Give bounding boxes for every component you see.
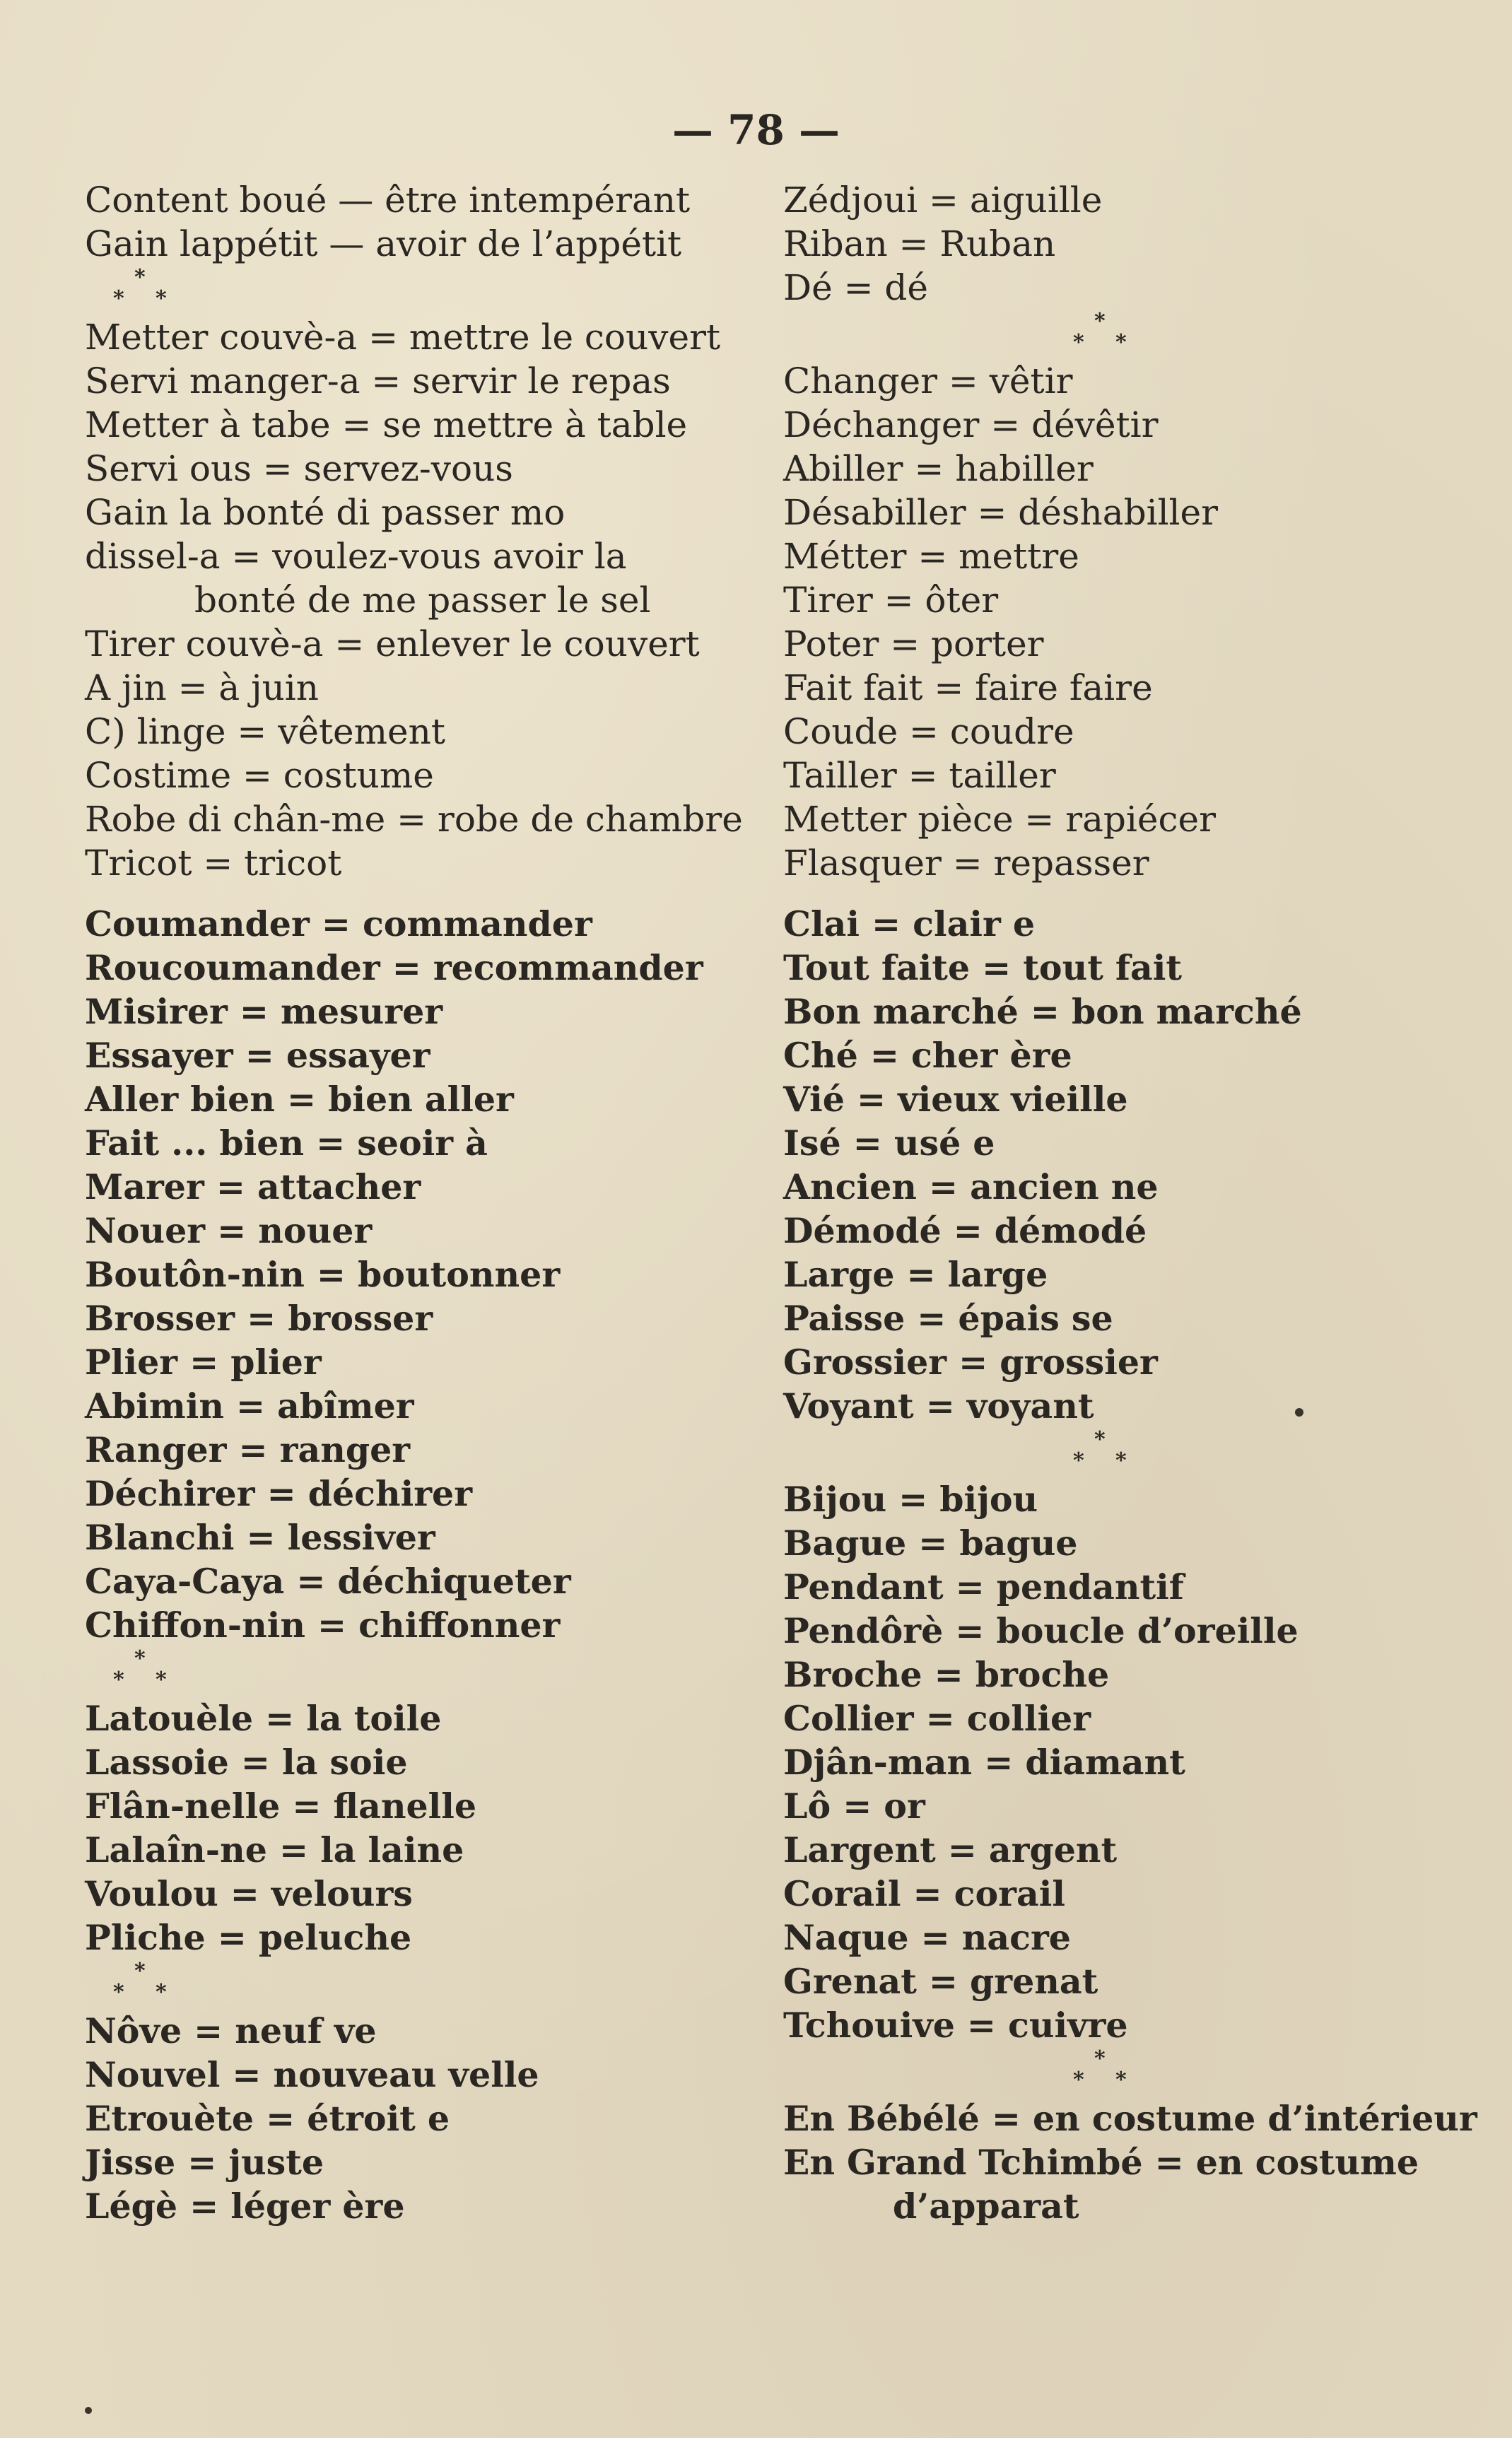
glossary-entry: Metter couvè-a = mettre le couvert [85, 317, 721, 358]
asterisk-icon: * [113, 1668, 124, 1692]
glossary-entry: Fait ... bien = seoir à [85, 1123, 488, 1164]
glossary-entry: Large = large [783, 1254, 1048, 1295]
asterism-divider [783, 1428, 1490, 1477]
asterisk-icon: * [1073, 2068, 1084, 2092]
glossary-entry: Naque = nacre [783, 1917, 1071, 1958]
glossary-entry: Brosser = brosser [85, 1298, 433, 1339]
glossary-entry: Metter à tabe = se mettre à table [85, 404, 688, 445]
glossary-entry: Latouèle = la toile [85, 1698, 442, 1739]
glossary-entry: Servi ous = servez-vous [85, 448, 513, 489]
asterisk-icon: * [134, 265, 146, 290]
page-number: — 78 — [672, 106, 840, 154]
asterisk-icon: * [1094, 309, 1106, 334]
glossary-entry: A jin = à juin [85, 667, 319, 708]
glossary-entry: Clai = clair e [783, 903, 1036, 944]
asterisk-icon: * [1073, 330, 1084, 355]
asterisk-icon: * [1115, 1448, 1127, 1473]
section-gap [783, 885, 1490, 902]
asterisk-icon: * [156, 1980, 167, 2005]
asterism-divider [85, 266, 763, 315]
glossary-entry: Jisse = juste [85, 2142, 324, 2183]
glossary-entry: Ranger = ranger [85, 1429, 411, 1470]
left-column [85, 178, 763, 2228]
glossary-entry: Caya-Caya = déchiqueter [85, 1561, 571, 1602]
glossary-entry: Largent = argent [783, 1829, 1118, 1870]
asterisk-icon: * [1094, 2046, 1106, 2071]
glossary-entry: Aller bien = bien aller [85, 1079, 514, 1120]
glossary-entry: Roucoumander = recommander [85, 947, 703, 988]
glossary-entry: Nôve = neuf ve [85, 2010, 377, 2051]
glossary-entry: En Bébélé = en costume d’intérieur [783, 2098, 1477, 2139]
glossary-entry: Corail = corail [783, 1873, 1065, 1914]
glossary-entry: Fait fait = faire faire [783, 667, 1153, 708]
asterisk-icon: * [134, 1959, 146, 1983]
print-speck [1295, 1408, 1303, 1417]
glossary-entry: Flân-nelle = flanelle [85, 1786, 477, 1827]
glossary-entry: Etrouète = étroit e [85, 2098, 450, 2139]
glossary-entry: Bon marché = bon marché [783, 991, 1302, 1032]
print-speck [85, 2407, 92, 2414]
glossary-entry: Désabiller = déshabiller [783, 492, 1219, 533]
asterisk-icon: * [113, 1980, 124, 2005]
glossary-entry: Plier = plier [85, 1342, 322, 1383]
glossary-entry: Riban = Ruban [783, 223, 1056, 264]
glossary-entry: Coude = coudre [783, 711, 1074, 752]
glossary-entry: Légè = léger ère [85, 2186, 405, 2227]
glossary-entry: Bague = bague [783, 1523, 1078, 1564]
glossary-entry: Déchirer = déchirer [85, 1473, 473, 1514]
glossary-entry: Boutôn-nin = boutonner [85, 1254, 561, 1295]
glossary-entry: Robe di chân-me = robe de chambre [85, 799, 743, 840]
asterisk-icon: * [156, 1668, 167, 1692]
glossary-entry: Tirer = ôter [783, 580, 999, 621]
glossary-entry: Marer = attacher [85, 1166, 421, 1207]
glossary-entry: Paisse = épais se [783, 1298, 1113, 1339]
glossary-entry: Pendôrè = boucle d’oreille [783, 1610, 1299, 1651]
glossary-entry: Tirer couvè-a = enlever le couvert [85, 623, 700, 664]
glossary-entry: Lalaîn-ne = la laine [85, 1829, 464, 1870]
asterisk-icon: * [1115, 330, 1127, 355]
glossary-entry: Grenat = grenat [783, 1961, 1098, 2002]
asterism-divider [783, 2047, 1490, 2097]
asterisk-icon: * [113, 286, 124, 311]
glossary-entry: Isé = usé e [783, 1123, 995, 1164]
glossary-entry: Broche = broche [783, 1654, 1110, 1695]
right-column [783, 178, 1490, 2228]
glossary-entry: Collier = collier [783, 1698, 1091, 1739]
glossary-entry: Coumander = commander [85, 903, 592, 944]
glossary-entry: bonté de me passer le sel [194, 580, 651, 621]
glossary-entry: Lassoie = la soie [85, 1742, 408, 1783]
glossary-entry: Ché = cher ère [783, 1035, 1072, 1076]
glossary-entry: Blanchi = lessiver [85, 1517, 435, 1558]
section-gap [85, 885, 763, 902]
glossary-entry: Nouvel = nouveau velle [85, 2054, 539, 2095]
glossary-entry: Misirer = mesurer [85, 991, 443, 1032]
glossary-entry: Métter = mettre [783, 536, 1079, 577]
glossary-entry: Grossier = grossier [783, 1342, 1158, 1383]
glossary-entry: Metter pièce = rapiécer [783, 799, 1217, 840]
glossary-entry: Tout faite = tout fait [783, 947, 1182, 988]
glossary-entry: En Grand Tchimbé = en costume [783, 2142, 1419, 2183]
glossary-entry: Costime = costume [85, 755, 434, 796]
glossary-entry: Lô = or [783, 1786, 925, 1827]
asterisk-icon: * [1094, 1427, 1106, 1452]
glossary-entry: Tricot = tricot [85, 843, 342, 884]
glossary-entry: Servi manger-a = servir le repas [85, 361, 671, 402]
asterisk-icon: * [1073, 1448, 1084, 1473]
glossary-entry: C) linge = vêtement [85, 711, 445, 752]
glossary-entry: Tailler = tailler [783, 755, 1056, 796]
glossary-entry: Déchanger = dévêtir [783, 404, 1159, 445]
glossary-entry: Démodé = démodé [783, 1210, 1147, 1251]
glossary-entry: Vié = vieux vieille [783, 1079, 1128, 1120]
glossary-entry: Dé = dé [783, 267, 928, 308]
glossary-entry: Voulou = velours [85, 1873, 413, 1914]
asterism-divider [85, 1959, 763, 2009]
glossary-entry: Zédjoui = aiguille [783, 180, 1103, 221]
asterism-divider [85, 1647, 763, 1696]
glossary-entry: Voyant = voyant [783, 1385, 1094, 1426]
glossary-entry: Gain lappétit — avoir de l’appétit [85, 223, 682, 264]
glossary-entry: Pliche = peluche [85, 1917, 412, 1958]
glossary-entry: Bijou = bijou [783, 1479, 1038, 1520]
glossary-entry: Gain la bonté di passer mo [85, 492, 565, 533]
glossary-entry: Pendant = pendantif [783, 1566, 1184, 1607]
glossary-entry: Essayer = essayer [85, 1035, 430, 1076]
glossary-entry: Chiffon-nin = chiffonner [85, 1605, 561, 1646]
asterisk-icon: * [134, 1646, 146, 1671]
glossary-entry: d’apparat [893, 2186, 1079, 2227]
glossary-entry: Abimin = abîmer [85, 1385, 414, 1426]
glossary-entry: dissel-a = voulez-vous avoir la [85, 536, 627, 577]
glossary-entry: Nouer = nouer [85, 1210, 373, 1251]
glossary-entry: Tchouive = cuivre [783, 2005, 1128, 2046]
asterisk-icon: * [156, 286, 167, 311]
glossary-entry: Ancien = ancien ne [783, 1166, 1159, 1207]
glossary-entry: Abiller = habiller [783, 448, 1094, 489]
glossary-entry: Flasquer = repasser [783, 843, 1149, 884]
asterisk-icon: * [1115, 2068, 1127, 2092]
glossary-entry: Content boué — être intempérant [85, 180, 691, 221]
glossary-entry: Poter = porter [783, 623, 1044, 664]
glossary-entry: Djân-man = diamant [783, 1742, 1185, 1783]
asterism-divider [783, 310, 1490, 359]
glossary-entry: Changer = vêtir [783, 361, 1073, 402]
